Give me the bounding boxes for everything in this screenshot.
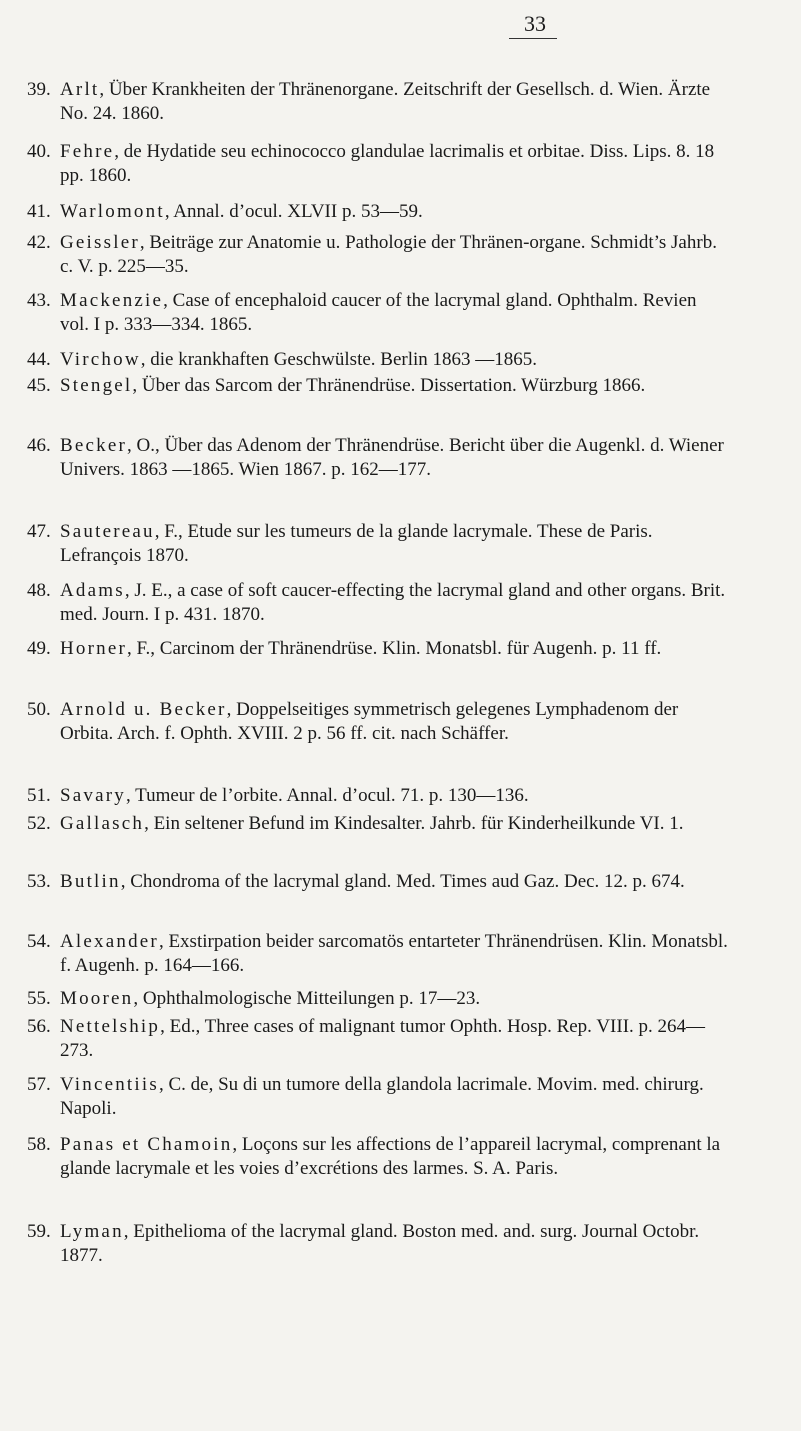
reference-number: 52. bbox=[27, 813, 51, 834]
reference-item bbox=[27, 812, 730, 836]
reference-item bbox=[27, 348, 730, 372]
reference-item bbox=[27, 289, 730, 337]
reference-number: 43. bbox=[27, 290, 51, 311]
reference-item bbox=[27, 374, 730, 398]
reference-author: Fehre bbox=[60, 141, 115, 162]
reference-author: Warlomont bbox=[60, 201, 165, 222]
reference-text: , Epithelioma of the lacrymal gland. Boston med. and. surg. Journal Octobr. 1877. bbox=[60, 1221, 700, 1266]
reference-number: 57. bbox=[27, 1074, 51, 1095]
reference-number: 47. bbox=[27, 521, 51, 542]
reference-text: , F., Etude sur les tumeurs de la glande lacrymale. These de Paris. Lefrançois 1870. bbox=[60, 521, 653, 566]
reference-text: , J. E., a case of soft caucer-effecting the lacrymal gland and other organs. Brit. med. Journ. I p. 431. 1870. bbox=[60, 580, 726, 625]
reference-number: 54. bbox=[27, 931, 51, 952]
reference-item bbox=[27, 1220, 730, 1268]
reference-item bbox=[27, 579, 730, 627]
reference-author: Nettelship bbox=[60, 1016, 161, 1037]
reference-item bbox=[27, 1073, 730, 1121]
reference-text: , Chondroma of the lacrymal gland. Med. Times aud Gaz. Dec. 12. p. 674. bbox=[120, 871, 685, 892]
reference-item bbox=[27, 870, 730, 894]
reference-number: 56. bbox=[27, 1016, 51, 1037]
reference-item bbox=[27, 231, 730, 279]
reference-item bbox=[27, 200, 730, 224]
reference-author: Arnold u. Becker bbox=[60, 699, 227, 720]
reference-text: , Tumeur de l’orbite. Annal. d’ocul. 71. p. 130—136. bbox=[125, 785, 529, 806]
reference-item bbox=[27, 140, 730, 188]
reference-item bbox=[27, 520, 730, 568]
reference-author: Gallasch bbox=[60, 813, 145, 834]
reference-author: Geissler bbox=[60, 232, 140, 253]
reference-author: Mooren bbox=[60, 988, 134, 1009]
reference-author: Virchow bbox=[60, 349, 141, 370]
reference-number: 53. bbox=[27, 871, 51, 892]
page-number-rule bbox=[509, 38, 557, 39]
reference-text: , Annal. d’ocul. XLVII p. 53—59. bbox=[164, 201, 423, 222]
reference-author: Savary bbox=[60, 785, 126, 806]
reference-item bbox=[27, 930, 730, 978]
reference-text: , Beiträge zur Anatomie u. Pathologie der Thränen-organe. Schmidt’s Jahrb. c. V. p. 225—35. bbox=[60, 232, 717, 277]
reference-text: , O., Über das Adenom der Thränendrüse. Bericht über die Augenkl. d. Wiener Univers. 1863 —1865. Wien 1867. p. 162—177. bbox=[60, 435, 724, 480]
reference-number: 49. bbox=[27, 638, 51, 659]
reference-number: 39. bbox=[27, 79, 51, 100]
reference-text: , Case of encephaloid caucer of the lacrymal gland. Ophthalm. Revien vol. I p. 333—334. 1865. bbox=[60, 290, 697, 335]
reference-author: Arlt bbox=[60, 79, 100, 100]
reference-number: 42. bbox=[27, 232, 51, 253]
reference-text: , Über Krankheiten der Thränenorgane. Zeitschrift der Gesellsch. d. Wien. Ärzte No. 24. 1860. bbox=[60, 79, 711, 124]
reference-number: 59. bbox=[27, 1221, 51, 1242]
page-number: 33 bbox=[524, 11, 546, 36]
reference-author: Sautereau bbox=[60, 521, 155, 542]
reference-text: , Doppelseitiges symmetrisch gelegenes Lymphadenom der Orbita. Arch. f. Ophth. XVIII. 2 p. 56 ff. cit. nach Schäffer. bbox=[60, 699, 679, 744]
reference-author: Becker bbox=[60, 435, 127, 456]
reference-item bbox=[27, 1015, 730, 1063]
reference-item bbox=[27, 987, 730, 1011]
reference-author: Adams bbox=[60, 580, 125, 601]
reference-text: , Ophthalmologische Mitteilungen p. 17—23. bbox=[133, 988, 481, 1009]
reference-number: 45. bbox=[27, 375, 51, 396]
reference-item bbox=[27, 698, 730, 746]
reference-number: 48. bbox=[27, 580, 51, 601]
reference-author: Panas et Chamoin bbox=[60, 1134, 233, 1155]
reference-text: , die krankhaften Geschwülste. Berlin 1863 —1865. bbox=[140, 349, 538, 370]
reference-number: 40. bbox=[27, 141, 51, 162]
reference-text: , de Hydatide seu echinococco glandulae lacrimalis et orbitae. Diss. Lips. 8. 18 pp. 1860. bbox=[60, 141, 715, 186]
reference-author: Horner bbox=[60, 638, 128, 659]
reference-number: 50. bbox=[27, 699, 51, 720]
reference-text: , Ein seltener Befund im Kindesalter. Jahrb. für Kinderheilkunde VI. 1. bbox=[144, 813, 684, 834]
reference-author: Alexander bbox=[60, 931, 159, 952]
reference-text: , Loçons sur les affections de l’appareil lacrymal, comprenant la glande lacrymale et les voies d’excrétions des larmes. S. A. Paris. bbox=[60, 1134, 721, 1179]
reference-author: Stengel bbox=[60, 375, 133, 396]
reference-item bbox=[27, 637, 730, 661]
reference-number: 51. bbox=[27, 785, 51, 806]
reference-text: , C. de, Su di un tumore della glandola lacrimale. Movim. med. chirurg. Napoli. bbox=[60, 1074, 704, 1119]
reference-text: , Über das Sarcom der Thränendrüse. Dissertation. Würzburg 1866. bbox=[132, 375, 646, 396]
reference-author: Lyman bbox=[60, 1221, 124, 1242]
reference-text: , Exstirpation beider sarcomatös entarteter Thränendrüsen. Klin. Monatsbl. f. Augenh. p. 164—166. bbox=[60, 931, 728, 976]
reference-author: Butlin bbox=[60, 871, 121, 892]
reference-number: 58. bbox=[27, 1134, 51, 1155]
reference-item bbox=[27, 1133, 730, 1181]
reference-number: 55. bbox=[27, 988, 51, 1009]
reference-text: , Ed., Three cases of malignant tumor Ophth. Hosp. Rep. VIII. p. 264—273. bbox=[60, 1016, 706, 1061]
reference-number: 41. bbox=[27, 201, 51, 222]
reference-text: , F., Carcinom der Thränendrüse. Klin. Monatsbl. für Augenh. p. 11 ff. bbox=[127, 638, 662, 659]
reference-number: 44. bbox=[27, 349, 51, 370]
reference-item bbox=[27, 784, 730, 808]
reference-item bbox=[27, 434, 730, 482]
reference-author: Mackenzie bbox=[60, 290, 164, 311]
reference-author: Vincentiis bbox=[60, 1074, 159, 1095]
reference-item bbox=[27, 78, 730, 126]
reference-number: 46. bbox=[27, 435, 51, 456]
